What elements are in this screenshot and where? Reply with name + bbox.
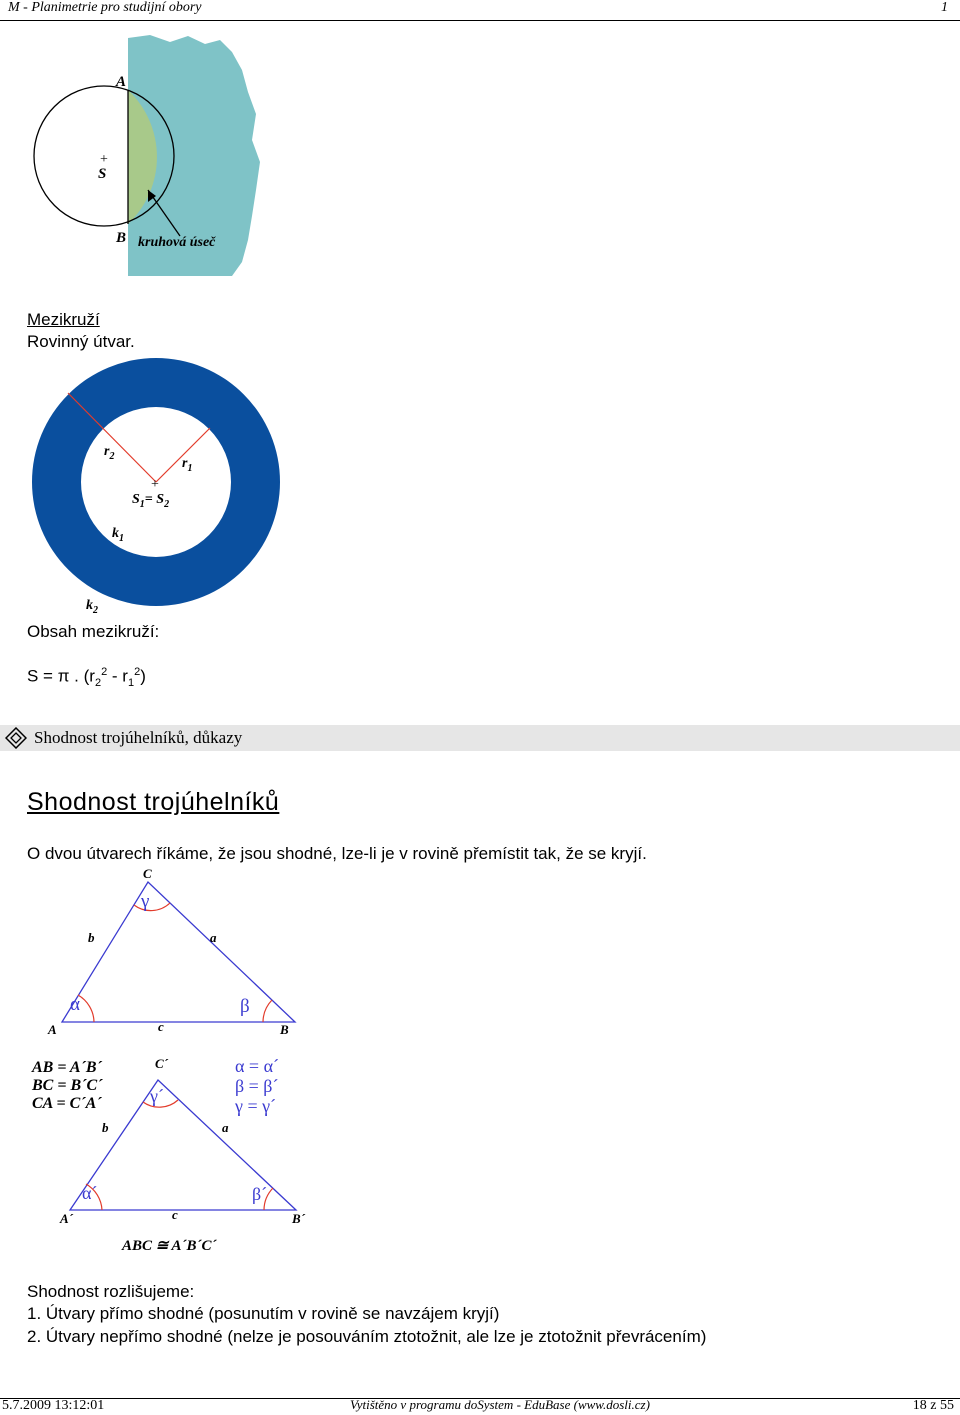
angle-beta: β (240, 996, 250, 1017)
side-c-prime: c (172, 1207, 178, 1222)
annulus-area-label: Obsah mezikruží: (27, 622, 160, 641)
vertex-A-prime: A´ (60, 1211, 73, 1226)
triangles-heading: Shodnost trojúhelníků (27, 788, 280, 816)
label-k2: $k_2$ (86, 598, 98, 616)
angle-alpha-arc (78, 995, 94, 1022)
section-title: Shodnost trojúhelníků, důkazy (34, 728, 243, 747)
footer-page-count: 18 z 55 (912, 1398, 954, 1413)
congruence-statement: ABC ≅ A´B´C´ (122, 1238, 217, 1254)
angle-gamma-prime: γ´ (150, 1086, 164, 1106)
triangle-abc-prime-figure (30, 1050, 320, 1260)
eq-ab: AB = A´B´ (32, 1059, 102, 1076)
side-b: b (88, 930, 95, 945)
label-S: S (98, 166, 107, 182)
annulus-figure (30, 355, 290, 620)
label-A: A (116, 74, 127, 90)
angle-alpha: α (70, 994, 80, 1015)
vertex-C-prime: C´ (155, 1056, 168, 1071)
list-item: 1. Útvary přímo shodné (posunutím v rovině se navzájem kryjí) (27, 1304, 500, 1323)
angle-alpha-prime: α´ (82, 1183, 98, 1203)
triangle-abc-figure (40, 862, 310, 1042)
label-arc-segment: kruhová úseč (138, 235, 216, 250)
triangles-intro: O dvou útvarech říkáme, že jsou shodné, lze-li je v rovině přemístit tak, že se kryjí. (27, 844, 647, 863)
eq-beta: β = β´ (235, 1076, 279, 1096)
vertex-C: C (143, 866, 152, 881)
eq-ca: CA = C´A´ (32, 1095, 102, 1112)
header-divider (0, 20, 960, 21)
vertex-A: A (48, 1022, 57, 1037)
triangle-abc (62, 882, 295, 1022)
side-b-prime: b (102, 1120, 109, 1135)
annulus-description: Rovinný útvar. (27, 332, 135, 351)
page-number: 1 (941, 0, 948, 15)
side-a-prime: a (222, 1120, 229, 1135)
footer-printed-by: Vytištěno v programu doSystem - EduBase (www.dosli.cz) (350, 1397, 650, 1412)
side-a: a (210, 930, 217, 945)
list-item: 2. Útvary nepřímo shodné (nelze je posouváním ztotožnit, ale lze je ztotožnit převrácením) (27, 1327, 707, 1346)
eq-bc: BC = B´C´ (32, 1077, 103, 1094)
eq-alpha: α = α´ (235, 1056, 280, 1076)
document-title: M - Planimetrie pro studijní obory (8, 0, 202, 15)
annulus-area-formula: S = π . $(r_2^2 - r_1^2)$ (27, 666, 146, 690)
side-c: c (158, 1019, 164, 1034)
vertex-B: B (280, 1022, 289, 1037)
vertex-B-prime: B´ (292, 1211, 305, 1226)
eq-gamma: γ = γ´ (235, 1096, 277, 1116)
label-r2: $r_2$ (104, 444, 115, 462)
angle-gamma-arc (134, 903, 170, 911)
center-plus: + (100, 152, 108, 167)
angle-beta-prime: β´ (252, 1184, 268, 1204)
angle-beta-arc (263, 1000, 272, 1022)
angle-gamma: γ (141, 891, 150, 912)
label-center: $S_1= S_2$ (132, 492, 170, 510)
label-B: B (116, 230, 127, 246)
footer-date: 5.7.2009 13:12:01 (2, 1398, 105, 1413)
label-r1: $r_1$ (182, 456, 193, 474)
center-plus: + (151, 477, 159, 492)
distinguish-label: Shodnost rozlišujeme: (27, 1282, 195, 1301)
diamond-icon (5, 727, 27, 749)
annulus-heading: Mezikruží (27, 310, 100, 329)
circular-segment-figure (20, 30, 280, 285)
label-k1: $k_1$ (112, 526, 124, 544)
